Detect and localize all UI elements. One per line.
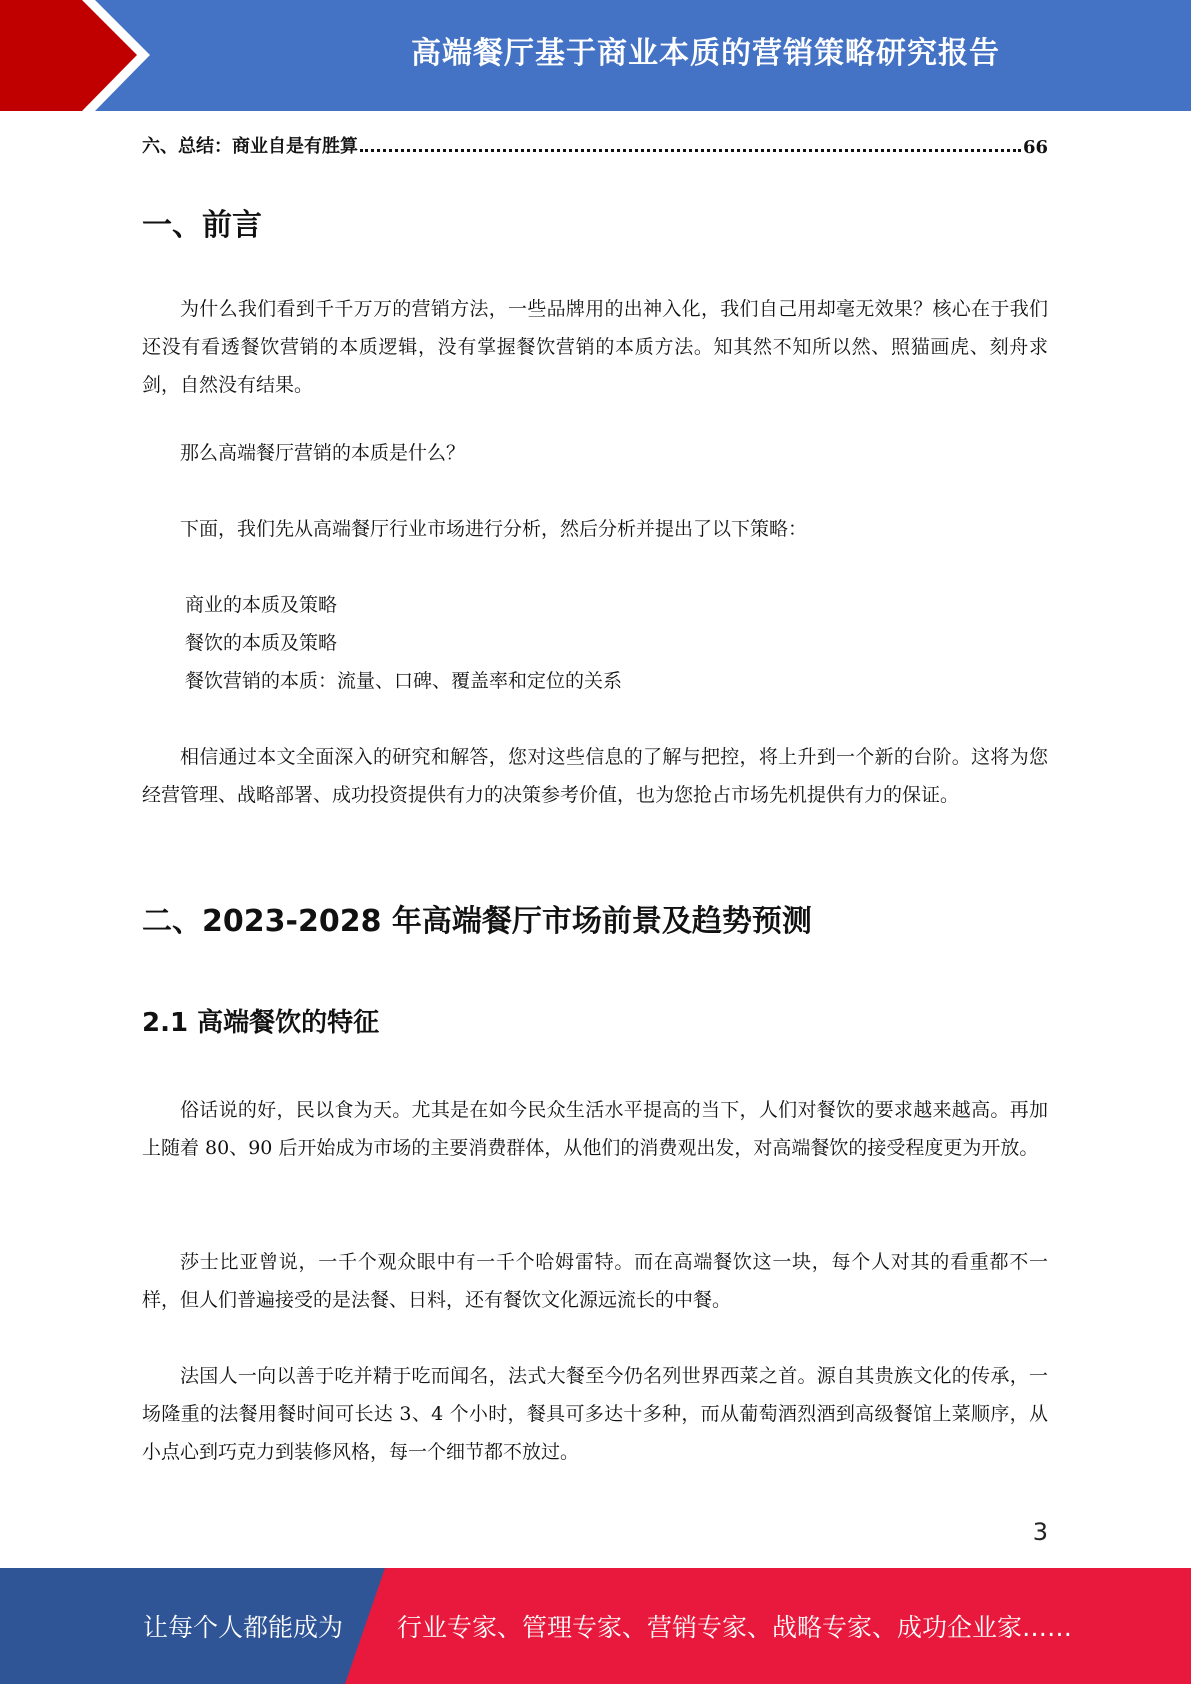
section-2-heading: 二、2023-2028 年高端餐厅市场前景及趋势预测 (142, 904, 812, 939)
strategy-list (185, 586, 622, 700)
list-item: 餐饮营销的本质：流量、口碑、覆盖率和定位的关系 (185, 670, 623, 692)
header-title: 高端餐厅基于商业本质的营销策略研究报告 (411, 36, 1000, 71)
toc-entry-label: 六、总结：商业自是有胜算 (142, 136, 358, 157)
toc-entry-page: 66 (1022, 137, 1048, 158)
footer-slogan-right: 行业专家、管理专家、营销专家、战略专家、成功企业家…… (397, 1613, 1073, 1642)
list-item: 餐饮的本质及策略 (185, 632, 338, 654)
section-1-paragraph-2: 那么高端餐厅营销的本质是什么？ (180, 442, 466, 464)
page-header (0, 0, 1191, 111)
section-1-paragraph-3: 下面，我们先从高端餐厅行业市场进行分析，然后分析并提出了以下策略： (180, 518, 808, 540)
section-2-paragraph-3: 法国人一向以善于吃并精于吃而闻名，法式大餐至今仍名列世界西菜之首。源自其贵族文化的传承，一场隆重的法餐用餐时间可长达 3、4 个小时，餐具可多达十多种，而从葡萄酒烈酒到高级餐馆上菜顺序，从小点心到巧克力到装修风格，每一个细节都不放过。 (142, 1365, 1048, 1463)
toc-entry[interactable] (142, 128, 1048, 158)
section-2-paragraph-1: 俗话说的好，民以食为天。尤其是在如今民众生活水平提高的当下，人们对餐饮的要求越来越高。再加上随着 80、90 后开始成为市场的主要消费群体，从他们的消费观出发，对高端餐饮的接受程度更为开放。 (142, 1099, 1048, 1159)
list-item: 商业的本质及策略 (185, 594, 338, 616)
section-1-paragraph-1: 为什么我们看到千千万万的营销方法，一些品牌用的出神入化，我们自己用却毫无效果？核心在于我们还没有看透餐饮营销的本质逻辑，没有掌握餐饮营销的本质方法。知其然不知所以然、照猫画虎、刻舟求剑，自然没有结果。 (142, 298, 1048, 396)
toc-leader (360, 148, 1021, 152)
section-1-heading: 一、前言 (142, 208, 262, 243)
footer-slogan-left: 让每个人都能成为 (143, 1613, 344, 1642)
page-footer (0, 1568, 1191, 1684)
subsection-2-1-heading: 2.1 高端餐饮的特征 (142, 1008, 380, 1038)
section-1-paragraph-4: 相信通过本文全面深入的研究和解答，您对这些信息的了解与把控，将上升到一个新的台阶。这将为您经营管理、战略部署、成功投资提供有力的决策参考价值，也为您抢占市场先机提供有力的保证。 (142, 746, 1048, 806)
page-number: 3 (1032, 1518, 1048, 1546)
section-2-paragraph-2: 莎士比亚曾说，一千个观众眼中有一千个哈姆雷特。而在高端餐饮这一块，每个人对其的看重都不一样，但人们普遍接受的是法餐、日料，还有餐饮文化源远流长的中餐。 (142, 1251, 1048, 1311)
